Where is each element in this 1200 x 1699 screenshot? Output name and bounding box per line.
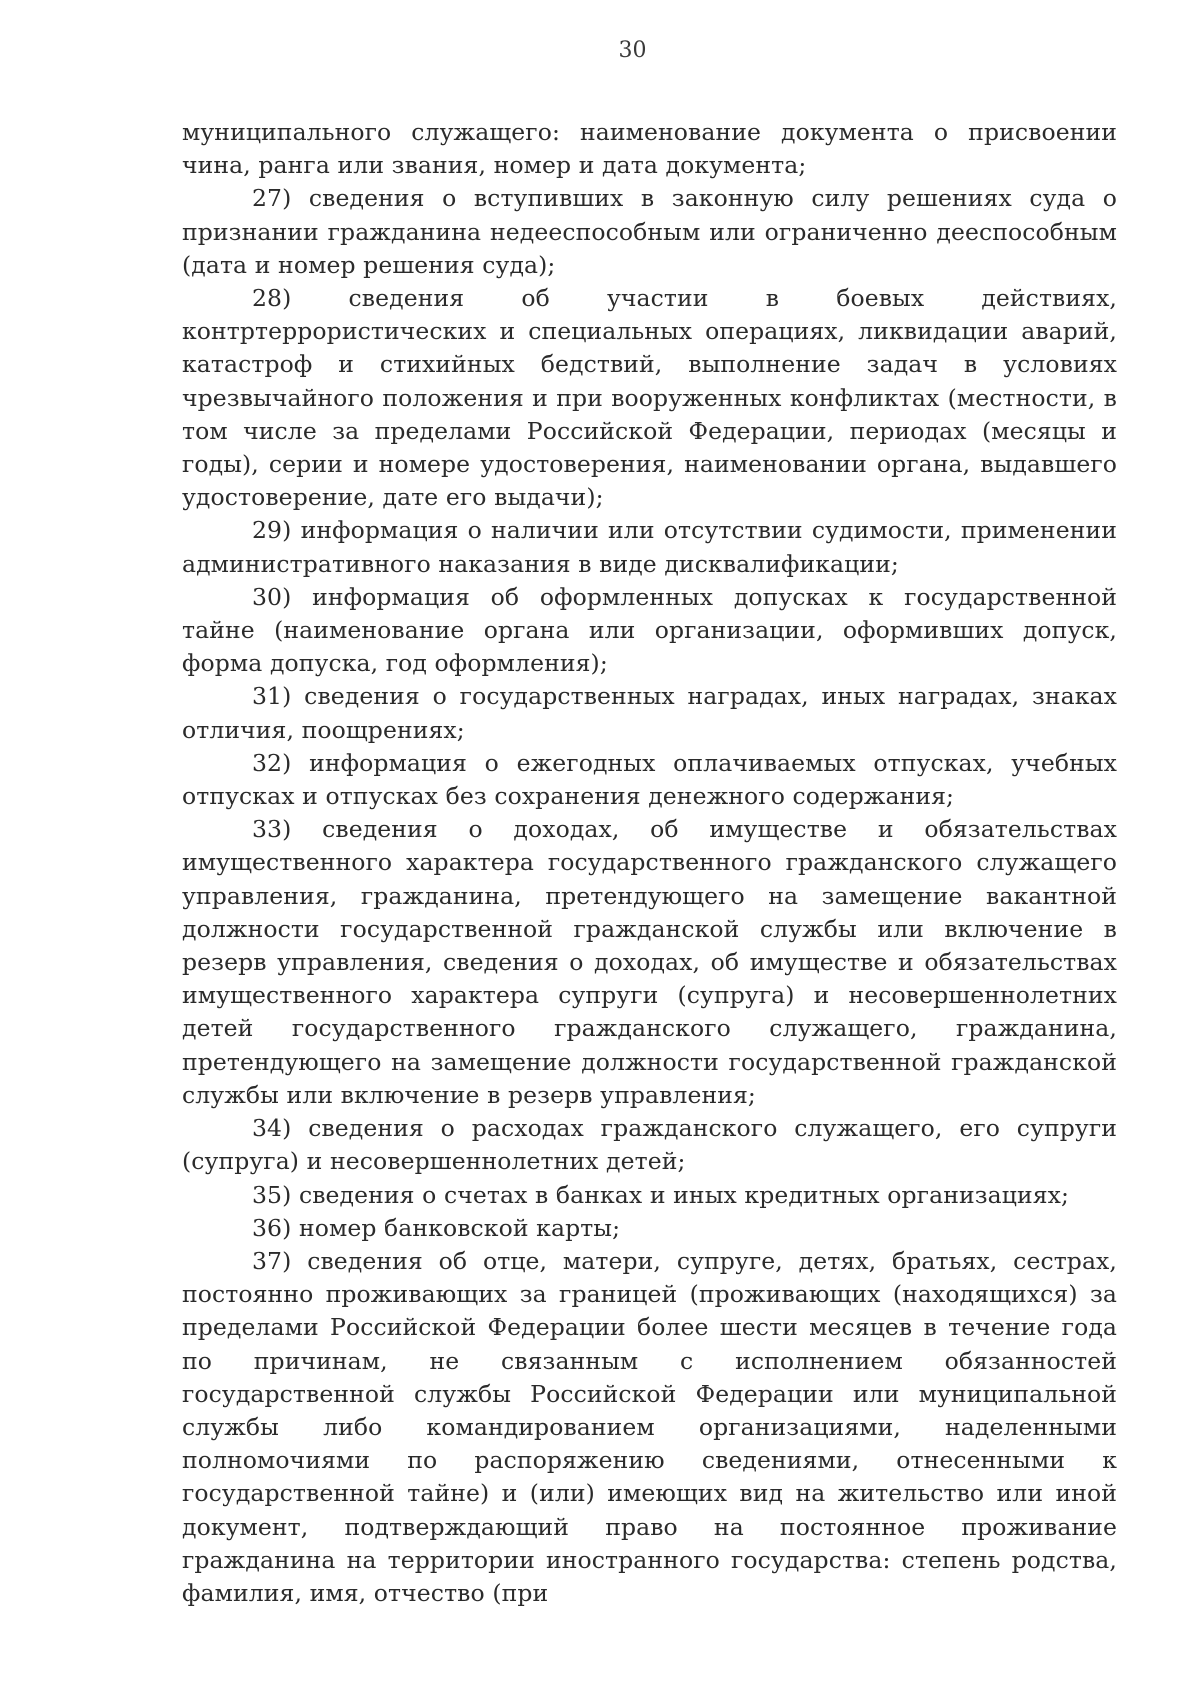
paragraph-item-35: 35) сведения о счетах в банках и иных кредитных организациях; <box>252 1180 1070 1209</box>
paragraph-item-33: 33) сведения о доходах, об имуществе и обязательствах имущественного характера государственного гражданского служащего управления, гражданина, претендующего на замещение вакантной должности государственной гражданской службы или включение в резерв управления, сведения о доходах, об имуществе и обязательствах имущественного характера супруги (супруга) и несовершеннолетних детей государственного гражданского служащего, гражданина, претендующего на замещение должности государственной гражданской службы или включение в резерв управления; <box>182 815 1117 1109</box>
paragraph-item-32: 32) информация о ежегодных оплачиваемых отпусках, учебных отпусках и отпусках без сохранения денежного содержания; <box>182 748 1117 811</box>
paragraph-item-31: 31) сведения о государственных наградах, иных наградах, знаках отличия, поощрениях; <box>182 682 1117 744</box>
paragraph-item-27: 27) сведения о вступивших в законную силу решениях суда о признании гражданина недееспособным или ограниченно дееспособным (дата и номер решения суда); <box>182 184 1117 279</box>
paragraph-item-34: 34) сведения о расходах гражданского служащего, его супруги (супруга) и несовершеннолетних детей; <box>182 1114 1117 1176</box>
document-body <box>182 116 1117 1610</box>
paragraph-item-36: 36) номер банковской карты; <box>252 1213 621 1242</box>
paragraph-continuation: муниципального служащего: наименование документа о присвоении чина, ранга или звания, номер и дата документа; <box>182 118 1117 180</box>
page-number: 30 <box>618 38 647 63</box>
paragraph-item-30: 30) информация об оформленных допусках к государственной тайне (наименование органа или организации, оформивших допуск, форма допуска, год оформления); <box>182 582 1117 678</box>
paragraph-item-28: 28) сведения об участии в боевых действиях, контртеррористических и специальных операциях, ликвидации аварий, катастроф и стихийных бедствий, выполнение задач в условиях чрезвычайного положения и при вооруженных конфликтах (местности, в том числе за пределами Российской Федерации, периодах (месяцы и годы), серии и номере удостоверения, наименовании органа, выдавшего удостоверение, дате его выдачи); <box>182 284 1117 512</box>
paragraph-item-37: 37) сведения об отце, матери, супруге, детях, братьях, сестрах, постоянно проживающих за границей (проживающих (находящихся) за пределами Российской Федерации более шести месяцев в течение года по причинам, не связанным с исполнением обязанностей государственной службы Российской Федерации или муниципальной службы либо командированием организациями, наделенными полномочиями по распоряжению сведениями, отнесенными к государственной тайне) и (или) имеющих вид на жительство или иной документ, подтверждающий право на постоянное проживание гражданина на территории иностранного государства: степень родства, фамилия, имя, отчество (при <box>182 1246 1117 1607</box>
paragraph-item-29: 29) информация о наличии или отсутствии судимости, применении административного наказания в виде дисквалификации; <box>182 516 1117 578</box>
